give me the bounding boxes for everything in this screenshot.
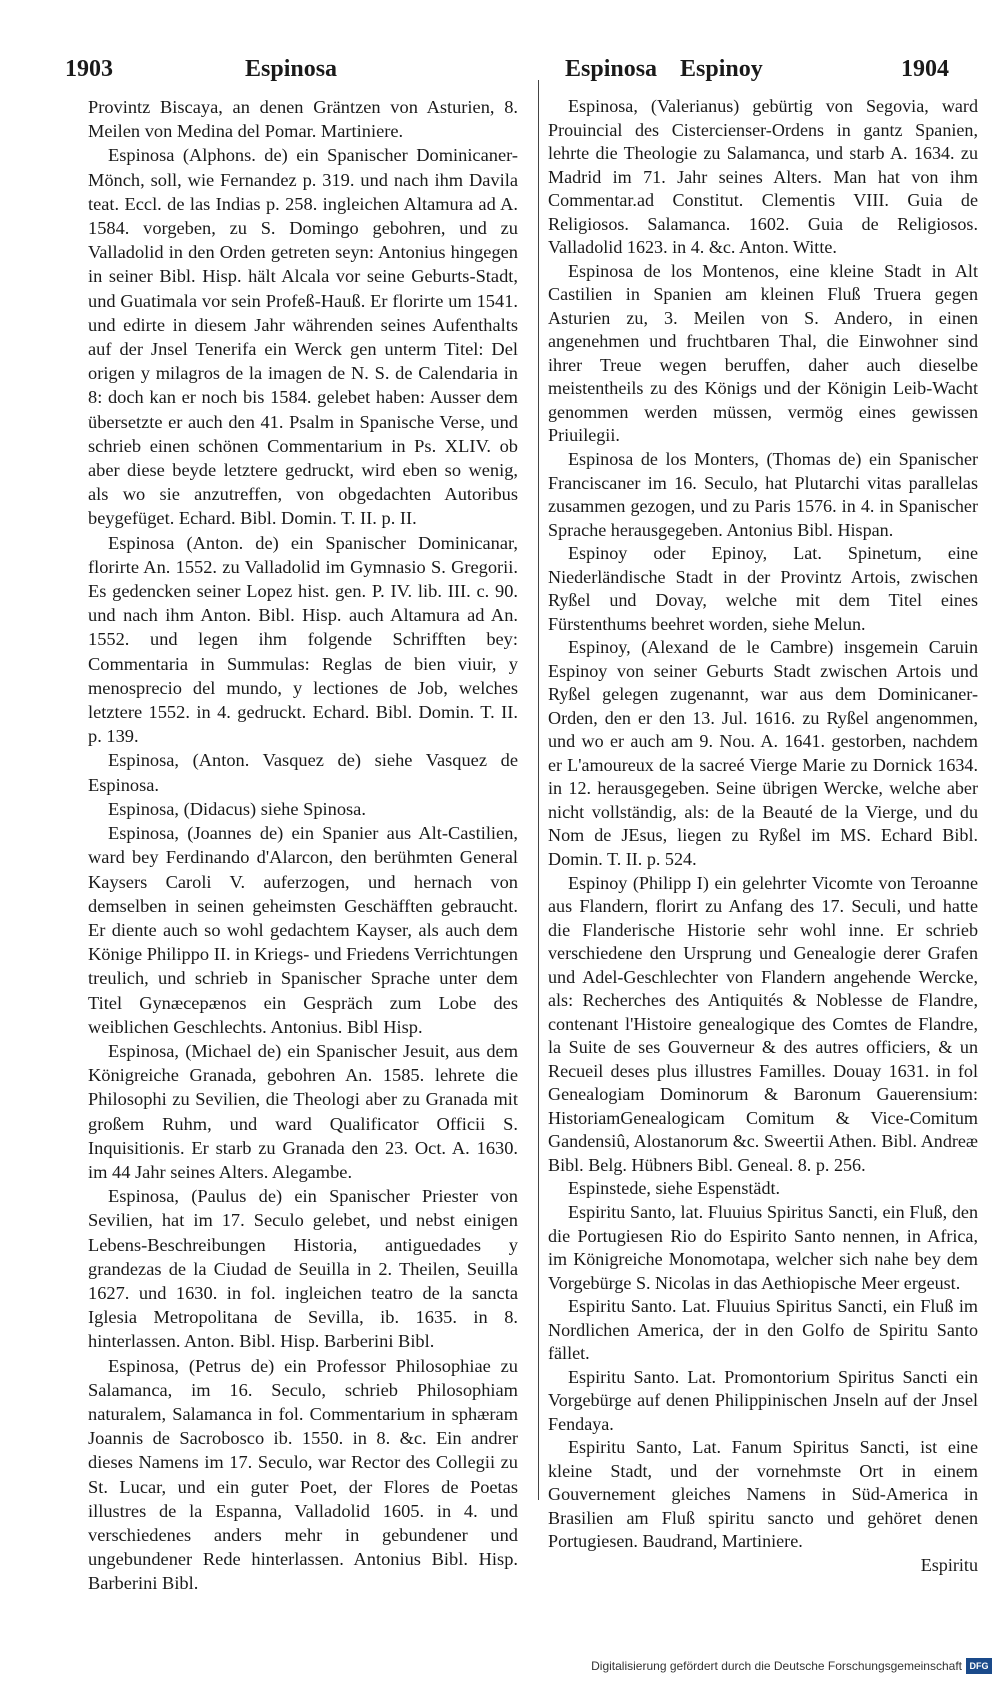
entry-paragraph: Espinoy oder Epinoy, Lat. Spinetum, eine Niederländische Stadt in der Provintz Artois, zwischen Ryßel und Dovay, welche mit dem Titel eines Fürstenthums beehret worden, siehe Melun. (548, 543, 978, 634)
left-column (88, 95, 518, 1596)
right-running-title-1: Espinosa (565, 56, 658, 82)
right-column (548, 95, 978, 1577)
entry-paragraph: Provintz Biscaya, an denen Gräntzen von Asturien, 8. Meilen von Medina del Pomar. Martiniere. (88, 97, 518, 142)
right-running-title-2: Espinoy (680, 56, 763, 82)
entry-paragraph: Espinosa, (Michael de) ein Spanischer Jesuit, aus dem Königreiche Granada, gebohren An. 1585. lehrete die Philosophi zu Sevilien, die Theologi aber zu Granada mit großem Ruhm, und ward Qualificator Officii S. Inquisitionis. Er starb zu Granada den 23. Oct. A. 1630. im 44 Jahr seines Alters. Alegambe. (88, 1040, 518, 1182)
entry-paragraph: Espinosa, (Joannes de) ein Spanier aus Alt-Castilien, ward bey Ferdinando d'Alarcon, den berühmten General Kaysers Caroli V. auferzogen, und hernach von demselben in seinen geheimsten Geschäfften gebraucht. Er diente auch so wohl gedachtem Kayser, als auch dem Könige Philippo II. in Kriegs- und Friedens Verrichtungen treulich, und schrieb in Spanischer Sprache unter dem Titel Gynæcepænos ein Gespräch zum Lobe des weiblichen Geschlechts. Antonius. Bibl Hisp. (88, 823, 518, 1037)
entry-paragraph: Espiritu Santo. Lat. Fluuius Spiritus Sancti, ein Fluß im Nordlichen America, der in den Golfo de Spiritu Santo fället. (548, 1296, 978, 1364)
entry-paragraph: Espiritu Santo, Lat. Fanum Spiritus Sancti, ist eine kleine Stadt, und der vornehmste Ort in einem Gouvernement gleiches Namens in Süd-America in Brasilien am Fluß spiritu sancto und gehöret denen Portugiesen. Baudrand, Martiniere. (548, 1437, 978, 1552)
entry-paragraph: Espiritu Santo, lat. Fluuius Spiritus Sancti, ein Fluß, den die Portugiesen Rio do Espirito Santo nennen, in Africa, im Königreiche Monomotapa, welcher sich nahe bey dem Vorgebürge S. Nicolas in das Aethiopische Meer ergeust. (548, 1201, 978, 1293)
left-running-title: Espinosa (245, 56, 338, 82)
entry-paragraph: Espinstede, siehe Espenstädt. (568, 1178, 781, 1199)
right-page-number: 1904 (901, 56, 949, 82)
entry-paragraph: Espinoy, (Alexand de le Cambre) insgemein Caruin Espinoy von seiner Geburts Stadt zwischen Artois und Ryßel gelegen zugenannt, war aus dem Dominicaner-Orden, den er den 13. Jul. 1616. zu Ryßel angenommen, und wo er auch am 9. Nou. A. 1641. gestorben, nachdem er L'amoureux de la sacreé Vierge Marie zu Dornick 1634. in 12. herausgegeben. Seine übrigen Wercke, welche aber nicht vollständig, als: de la Beauté de la Vierge, und du Nom de JEsus, liegen zu Ryßel im MS. Echard Bibl. Domin. T. II. p. 524. (548, 637, 978, 869)
left-page-number: 1903 (65, 56, 113, 82)
entry-paragraph: Espinosa, (Anton. Vasquez de) siehe Vasquez de Espinosa. (88, 750, 518, 795)
entry-paragraph: Espinosa, (Valerianus) gebürtig von Segovia, ward Prouincial des Cistercienser-Ordens in gantz Spanien, lehrte die Theologie zu Salamanca, und starb A. 1634. zu Madrid im 71. Jahr seines Alters. Man hat von ihm Commentar.ad Constitut. Clementis VIII. Guia de Religiosos. Salamanca. 1602. Guia de Religiosos. Valladolid 1623. in 4. &c. Anton. Witte. (548, 96, 978, 258)
column-divider (538, 80, 539, 1500)
entry-paragraph: Espinosa de los Monters, (Thomas de) ein Spanischer Franciscaner im 16. Seculo, hat Plutarchi vitas parallelas zusammen gezogen, und zu Paris 1576. in 4. in Spanischer Sprache herausgegeben. Antonius Bibl. Hispan. (548, 448, 978, 540)
entry-paragraph: Espinosa, (Paulus de) ein Spanischer Priester von Sevilien, hat im 17. Seculo gelebet, und nebst einigen Lebens-Beschreibungen Historia, antiguedades y grandezas de la Ciudad de Seuilla in 2. Theilen, Seuilla 1627. und 1630. in fol. ingleichen teatro de la sancta Iglesia Metropolitana de Sevilla, ib. 1635. in 8. hinterlassen. Anton. Bibl. Hisp. Barberini Bibl. (88, 1186, 518, 1352)
entry-paragraph: Espinosa, (Didacus) siehe Spinosa. (108, 798, 366, 819)
entry-paragraph: Espinosa (Alphons. de) ein Spanischer Dominicaner-Mönch, soll, wie Fernandez p. 319. und nach ihm Davila teat. Eccl. de las Indias p. 258. ingleichen Altamura ad A. 1584. vorgeben, zu S. Domingo gebohren, und zu Valladolid in den Orden getreten seyn: Antonius hingegen in seiner Bibl. Hisp. hält Alcala vor seine Geburts-Stadt, und Guatimala vor sein Profeß-Hauß. Er florirte um 1541. und edirte in diesem Jahr währenden seines Aufenthalts auf der Jnsel Tenerifa ein Werck gen unterm Titel: Del origen y milagros de la imagen de N. S. de Calendaria in 8: doch kan er noch bis 1584. gelebet haben: Ausser dem übersetzte er auch den 41. Psalm in Spanische Verse, und schrieb einen schönen Commentarium in Ps. XLIV. ob aber diese beyde letztere gedruckt, wird eben so wenig, als wo sie anzutreffen, von obgedachten Autoribus beygefüget. Echard. Bibl. Domin. T. II. p. II. (88, 145, 518, 529)
entry-paragraph: Espinosa (Anton. de) ein Spanischer Dominicanar, florirte An. 1552. zu Valladolid im Gymnasio S. Gregorii. Es gedencken seiner Lopez hist. gen. P. IV. lib. III. c. 90. und nach ihm Anton. Bibl. Hisp. auch Altamura ad An. 1552. und legen ihm folgende Schrifften bey: Commentaria in Summulas: Reglas de bien viuir, y menosprecio del mundo, y lectiones de Job, welches letztere 1552. in 4. gedruckt. Echard. Bibl. Domin. T. II. p. 139. (88, 532, 518, 747)
footer-credit: Digitalisierung gefördert durch die Deutsche Forschungsgemeinschaft (591, 1659, 962, 1673)
entry-paragraph: Espiritu Santo. Lat. Promontorium Spiritus Sancti ein Vorgebürge auf denen Philippinischen Jnseln auf der Jnsel Fendaya. (548, 1366, 978, 1434)
page-header (65, 50, 965, 90)
digitization-footer (0, 1657, 1000, 1681)
catchword: Espiritu (920, 1554, 978, 1575)
entry-paragraph: Espinosa de los Montenos, eine kleine Stadt in Alt Castilien in Spanien am kleinen Fluß Truera gegen Asturien zu, 3. Meilen von S. Andero, in einen angenehmen und fruchtbaren Thal, die Einwohner sind ihrer Treue wegen beruffen, daher auch dieselbe meistentheils zu des Königs und der Königin Leib-Wacht genommen werden müssen, vermög eines gewissen Priuilegii. (548, 260, 978, 446)
entry-paragraph: Espinoy (Philipp I) ein gelehrter Vicomte von Teroanne aus Flandern, florirt zu Anfang des 17. Seculi, und hatte die Flanderische Historie sehr wohl inne. Er schrieb verschiedene den Ursprung und Genealogie derer Grafen und Adel-Geschlechter von Flandern angehende Wercke, als: Recherches des Antiquités & Noblesse de Flandre, contenant l'Histoire genealogique des Comtes de Flandre, la Suite de ses Gouverneur & des autres officiers, & un Recueil deses plus illustres Familles. Douay 1631. in fol Genealogiam Dominorum & Baronum Gauerensium: HistoriamGenealogicam Comitum & Vice-Comitum Gandensiû, Alostanorum &c. Sweertii Athen. Bibl. Andreæ Bibl. Belg. Hübners Bibl. Geneal. 8. p. 256. (548, 872, 978, 1175)
dfg-logo-icon: DFG (966, 1658, 992, 1674)
entry-paragraph: Espinosa, (Petrus de) ein Professor Philosophiae zu Salamanca, im 16. Seculo, schrieb Philosophiam naturalem, Salamanca in fol. Commentarium in sphæram Joannis de Sacrobosco ib. 1550. in 8. &c. Ein andrer dieses Namens im 17. Seculo, war Rector des Collegii zu St. Lucar, und ein guter Poet, der Flores de Poetas illustres de la Espanna, Valladolid 1605. in 4. und verschiedenes anders mehr in gebundener und ungebundener Rede hinterlassen. Antonius Bibl. Hisp. Barberini Bibl. (88, 1355, 518, 1594)
